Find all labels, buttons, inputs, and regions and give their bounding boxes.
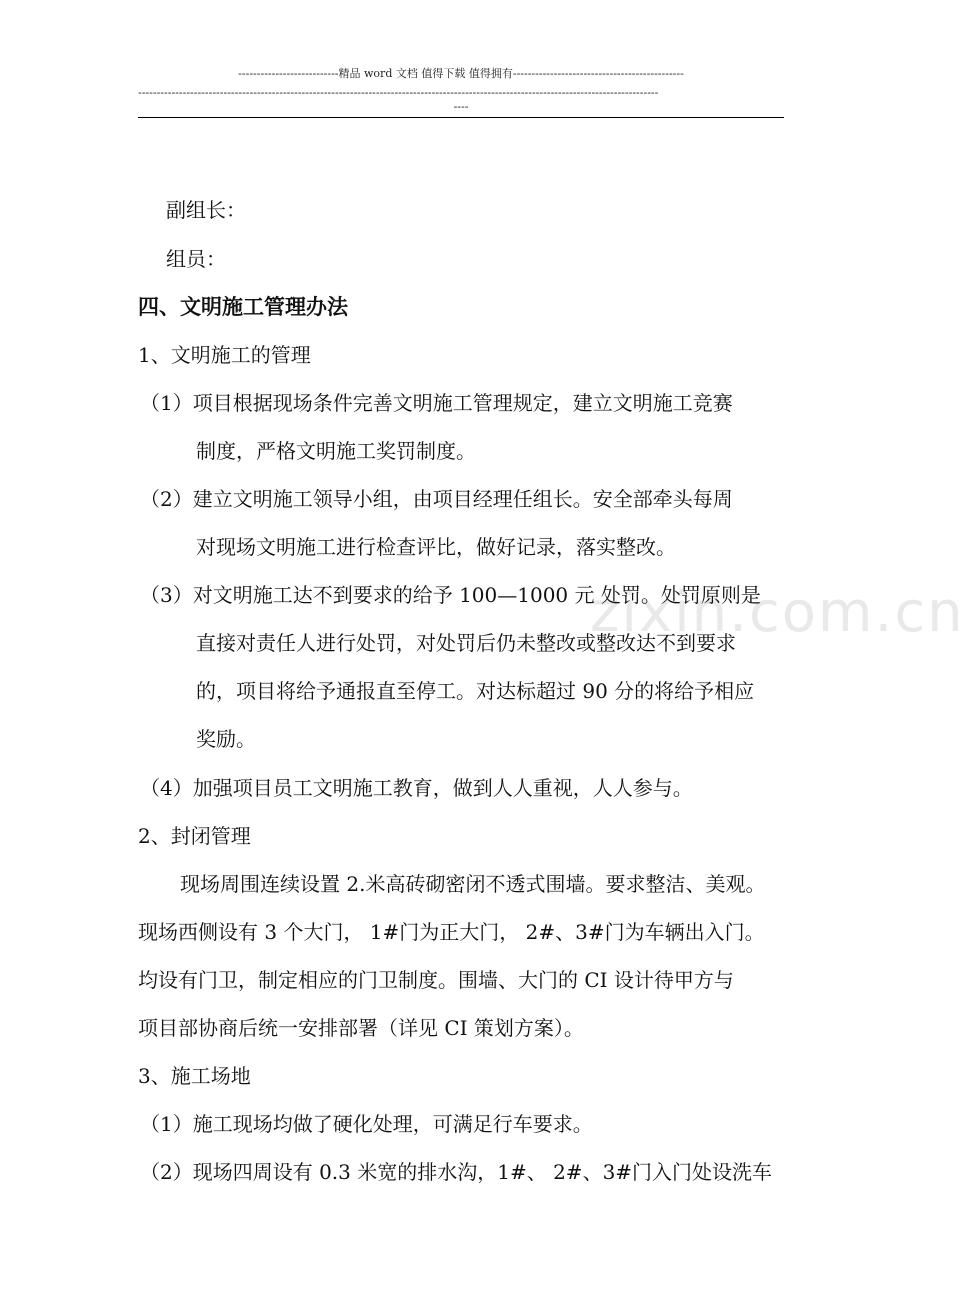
list-item-continued: 对现场文明施工进行检查评比，做好记录，落实整改。 bbox=[196, 535, 676, 559]
list-item: （3）对文明施工达不到要求的给予 100—1000 元 处罚。处罚原则是 bbox=[140, 583, 761, 607]
text-line-members: 组员： bbox=[166, 247, 226, 271]
header-dashes: -------------------------------------------------------------------------------------------------------------------------------------------- bbox=[138, 86, 659, 99]
text-line-vice-leader: 副组长： bbox=[166, 198, 246, 222]
list-item: （1）施工现场均做了硬化处理，可满足行车要求。 bbox=[140, 1112, 593, 1136]
paragraph-line: 现场周围连续设置 2.米高砖砌密闭不透式围墙。要求整洁、美观。 bbox=[180, 872, 766, 896]
list-item-continued: 的，项目将给予通报直至停工。对达标超过 90 分的将给予相应 bbox=[196, 679, 755, 703]
list-item-continued: 制度，严格文明施工奖罚制度。 bbox=[196, 439, 476, 463]
section-heading: 四、文明施工管理办法 bbox=[138, 294, 348, 319]
header-rule bbox=[138, 117, 784, 118]
subsection-heading: 3、施工场地 bbox=[138, 1064, 251, 1088]
header-banner: ---------------------------精品 word 文档 值得下载 值得拥有---------------------------------------------- bbox=[238, 67, 684, 80]
list-item: （1）项目根据现场条件完善文明施工管理规定，建立文明施工竞赛 bbox=[140, 391, 733, 415]
list-item: （2）建立文明施工领导小组，由项目经理任组长。安全部牵头每周 bbox=[140, 487, 733, 511]
list-item: （2）现场四周设有 0.3 米宽的排水沟，1#、 2#、3#门入门处设洗车 bbox=[140, 1160, 773, 1184]
subsection-heading: 1、文明施工的管理 bbox=[138, 343, 311, 367]
header-dashes-tail: ---- bbox=[453, 100, 469, 113]
paragraph-line: 项目部协商后统一安排部署（详见 CI 策划方案）。 bbox=[138, 1016, 584, 1040]
paragraph-line: 现场西侧设有 3 个大门， 1#门为正大门， 2#、3#门为车辆出入门。 bbox=[138, 920, 765, 944]
list-item-continued: 奖励。 bbox=[196, 727, 256, 751]
list-item-continued: 直接对责任人进行处罚，对处罚后仍未整改或整改达不到要求 bbox=[196, 631, 736, 655]
subsection-heading: 2、封闭管理 bbox=[138, 824, 251, 848]
paragraph-line: 均设有门卫，制定相应的门卫制度。围墙、大门的 CI 设计待甲方与 bbox=[138, 968, 734, 992]
watermark: zixin.com.cn bbox=[590, 580, 965, 645]
list-item: （4）加强项目员工文明施工教育，做到人人重视，人人参与。 bbox=[140, 776, 693, 800]
